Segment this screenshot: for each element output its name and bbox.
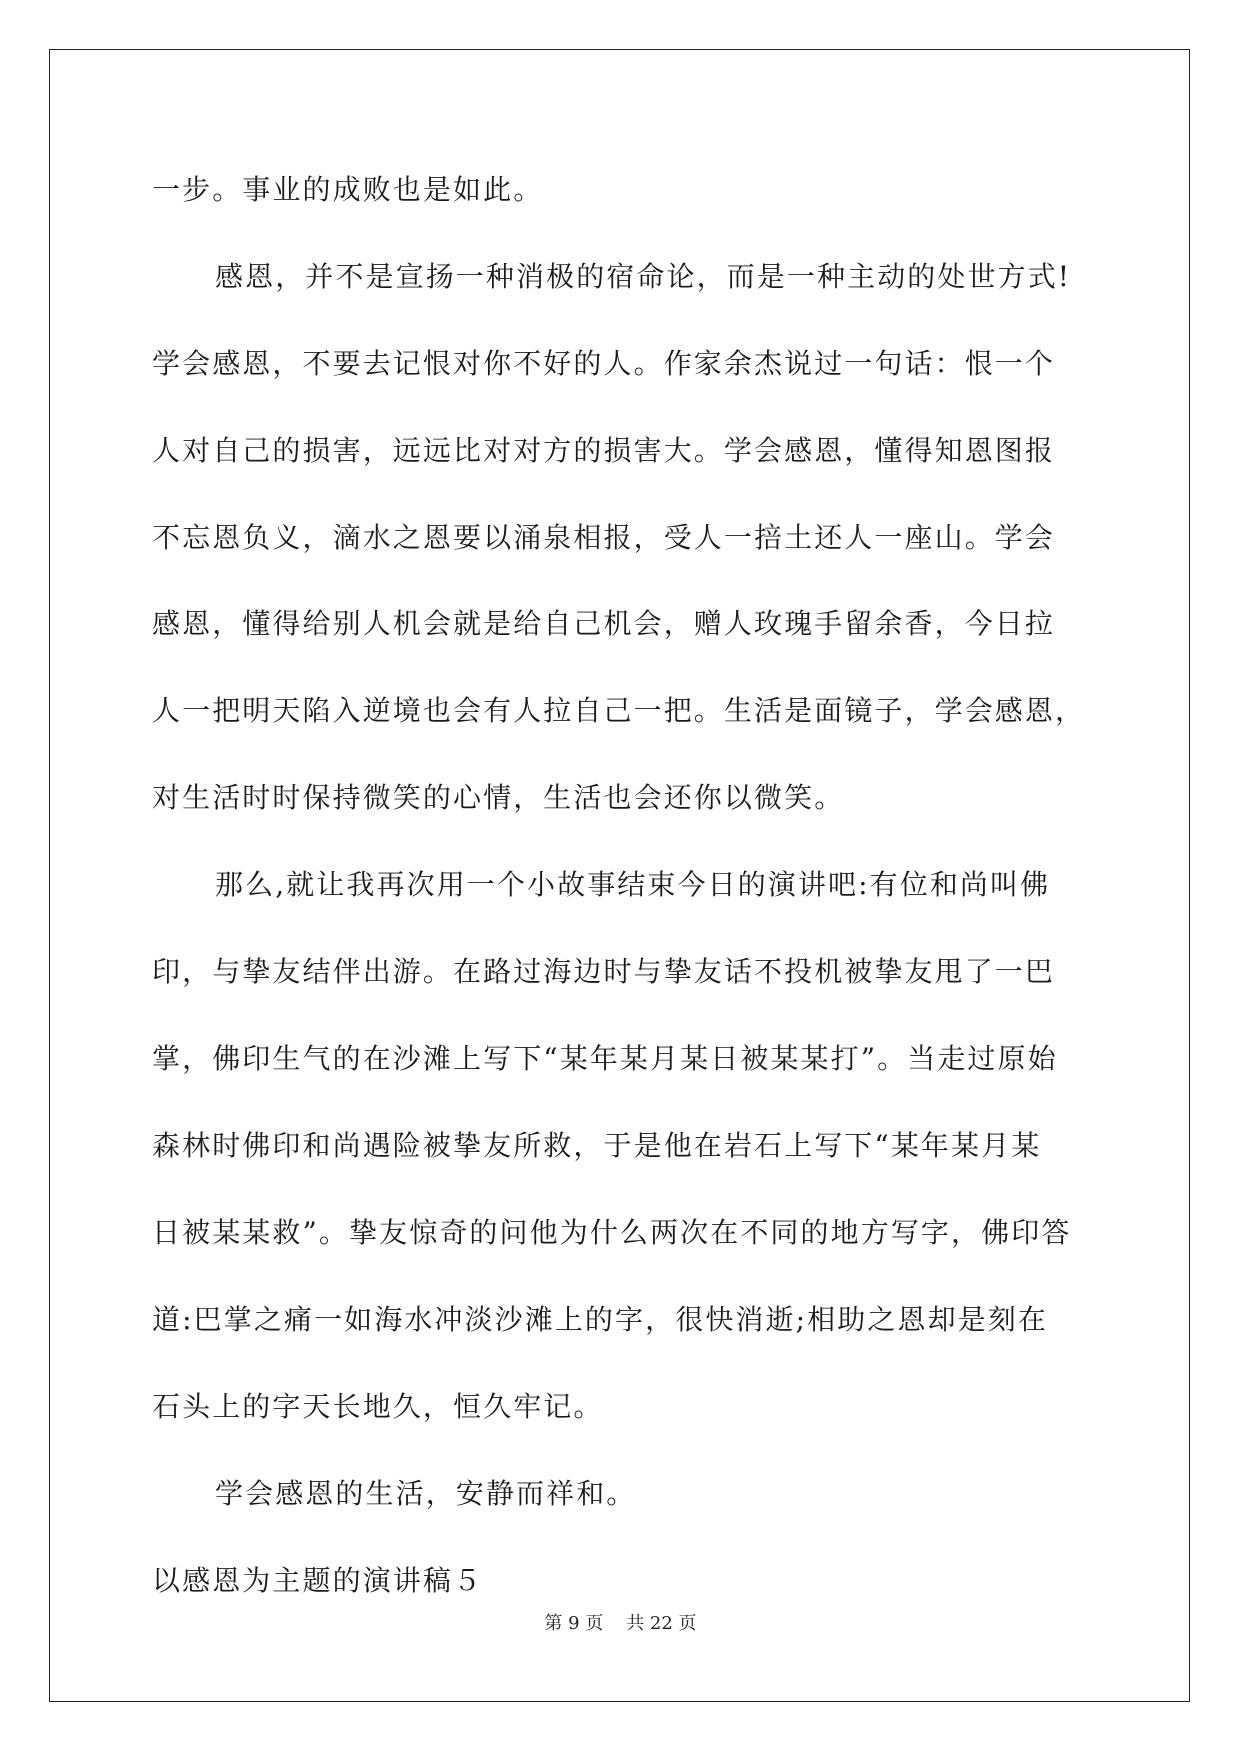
paragraph-line: 人一把明天陷入逆境也会有人拉自己一把。生活是面镜子，学会感恩， <box>152 694 1086 727</box>
paragraph-line: 掌，佛印生气的在沙滩上写下“某年某月某日被某某打”。当走过原始 <box>152 1042 1058 1075</box>
paragraph-line: 学会感恩，不要去记恨对你不好的人。作家余杰说过一句话：恨一个 <box>152 347 1056 380</box>
paragraph-line: 印，与挚友结伴出游。在路过海边时与挚友话不投机被挚友甩了一巴 <box>152 955 1056 988</box>
paragraph-line: 人对自己的损害，远远比对对方的损害大。学会感恩，懂得知恩图报 <box>152 434 1056 467</box>
paragraph-line: 那么,就让我再次用一个小故事结束今日的演讲吧:有位和尚叫佛 <box>215 868 1051 901</box>
paragraph-line: 学会感恩的生活，安静而祥和。 <box>215 1477 637 1510</box>
paragraph-line: 一步。事业的成败也是如此。 <box>152 173 544 206</box>
section-heading: 以感恩为主题的演讲稿５ <box>152 1564 484 1597</box>
paragraph-line: 不忘恩负义，滴水之恩要以涌泉相报，受人一掊土还人一座山。学会 <box>152 521 1056 554</box>
paragraph-line: 森林时佛印和尚遇险被挚友所救，于是他在岩石上写下“某年某月某 <box>152 1129 1042 1162</box>
paragraph-line: 感恩，懂得给别人机会就是给自己机会，赠人玫瑰手留余香，今日拉 <box>152 607 1056 640</box>
page-footer <box>0 1612 1241 1636</box>
paragraph-line: 日被某某救”。挚友惊奇的问他为什么两次在不同的地方写字，佛印答 <box>152 1216 1072 1249</box>
page-number-label: 第 9 页 共 22 页 <box>544 1613 697 1634</box>
paragraph-line: 感恩，并不是宣扬一种消极的宿命论，而是一种主动的处世方式! <box>215 260 1072 293</box>
paragraph-line: 石头上的字天长地久，恒久牢记。 <box>152 1390 604 1423</box>
paragraph-line: 对生活时时保持微笑的心情，生活也会还你以微笑。 <box>152 781 845 814</box>
paragraph-line: 道:巴掌之痛一如海水冲淡沙滩上的字，很快消逝;相助之恩却是刻在 <box>152 1303 1048 1336</box>
